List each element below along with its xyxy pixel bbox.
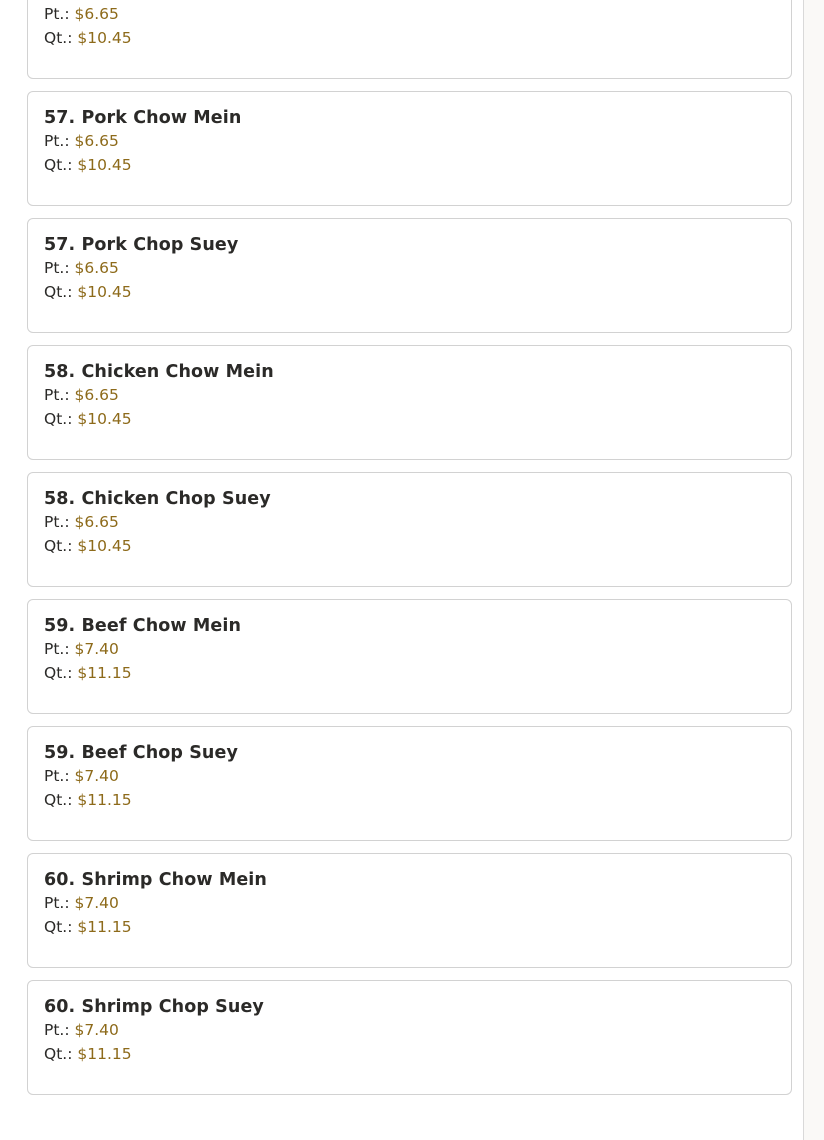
- menu-item-title: 59. Beef Chow Mein: [44, 616, 242, 636]
- pint-price: $6.65: [74, 259, 119, 277]
- menu-item-card[interactable]: [27, 345, 792, 460]
- pint-price: $6.65: [74, 5, 119, 23]
- quart-price-line: [44, 280, 775, 304]
- pint-price-line: [44, 256, 775, 280]
- pint-price: $7.40: [74, 640, 119, 658]
- quart-price-line: [44, 407, 775, 431]
- pint-price: $7.40: [74, 894, 119, 912]
- quart-label: Qt.:: [44, 664, 73, 682]
- quart-price: $10.45: [77, 29, 132, 47]
- pint-label: Pt.:: [44, 259, 70, 277]
- quart-label: Qt.:: [44, 918, 73, 936]
- menu-item-card[interactable]: [27, 0, 792, 79]
- pint-price-line: [44, 1018, 775, 1042]
- pint-price: $6.65: [74, 386, 119, 404]
- pint-price-line: [44, 510, 775, 534]
- quart-price-line: [44, 1042, 775, 1066]
- pint-price: $6.65: [74, 513, 119, 531]
- menu-item-title: 59. Beef Chop Suey: [44, 743, 238, 763]
- menu-item-card[interactable]: [27, 218, 792, 333]
- quart-price-line: [44, 26, 775, 50]
- quart-price: $10.45: [77, 156, 132, 174]
- pint-label: Pt.:: [44, 513, 70, 531]
- quart-price: $11.15: [77, 918, 132, 936]
- menu-item-card[interactable]: [27, 853, 792, 968]
- quart-price-line: [44, 788, 775, 812]
- pint-price-line: [44, 637, 775, 661]
- pint-label: Pt.:: [44, 386, 70, 404]
- menu-item-title: 60. Shrimp Chow Mein: [44, 870, 267, 890]
- quart-price-line: [44, 661, 775, 685]
- quart-price: $11.15: [77, 1045, 132, 1063]
- menu-item-card[interactable]: [27, 980, 792, 1095]
- pint-label: Pt.:: [44, 132, 70, 150]
- pint-price: $6.65: [74, 132, 119, 150]
- pint-price-line: [44, 891, 775, 915]
- menu-item-title: 58. Chicken Chow Mein: [44, 362, 274, 382]
- pint-price: $7.40: [74, 767, 119, 785]
- menu-item-list: [27, 0, 792, 1107]
- quart-price-line: [44, 153, 775, 177]
- quart-price: $11.15: [77, 664, 132, 682]
- quart-label: Qt.:: [44, 1045, 73, 1063]
- quart-price: $10.45: [77, 410, 132, 428]
- quart-label: Qt.:: [44, 156, 73, 174]
- menu-item-title: 57. Pork Chow Mein: [44, 108, 242, 128]
- quart-price: $10.45: [77, 537, 132, 555]
- menu-item-title: 58. Chicken Chop Suey: [44, 489, 271, 509]
- menu-item-card[interactable]: [27, 91, 792, 206]
- pint-price-line: [44, 129, 775, 153]
- pint-label: Pt.:: [44, 894, 70, 912]
- pint-label: Pt.:: [44, 1021, 70, 1039]
- menu-item-card[interactable]: [27, 726, 792, 841]
- quart-price: $10.45: [77, 283, 132, 301]
- pint-label: Pt.:: [44, 640, 70, 658]
- quart-price: $11.15: [77, 791, 132, 809]
- quart-label: Qt.:: [44, 283, 73, 301]
- pint-price-line: [44, 2, 775, 26]
- quart-label: Qt.:: [44, 791, 73, 809]
- quart-label: Qt.:: [44, 537, 73, 555]
- menu-item-card[interactable]: [27, 472, 792, 587]
- pint-price-line: [44, 764, 775, 788]
- quart-price-line: [44, 915, 775, 939]
- quart-price-line: [44, 534, 775, 558]
- pint-price-line: [44, 383, 775, 407]
- quart-label: Qt.:: [44, 410, 73, 428]
- quart-label: Qt.:: [44, 29, 73, 47]
- menu-item-card[interactable]: [27, 599, 792, 714]
- menu-item-title: 57. Pork Chop Suey: [44, 235, 239, 255]
- pint-label: Pt.:: [44, 767, 70, 785]
- menu-item-title: 60. Shrimp Chop Suey: [44, 997, 264, 1017]
- pint-price: $7.40: [74, 1021, 119, 1039]
- pint-label: Pt.:: [44, 5, 70, 23]
